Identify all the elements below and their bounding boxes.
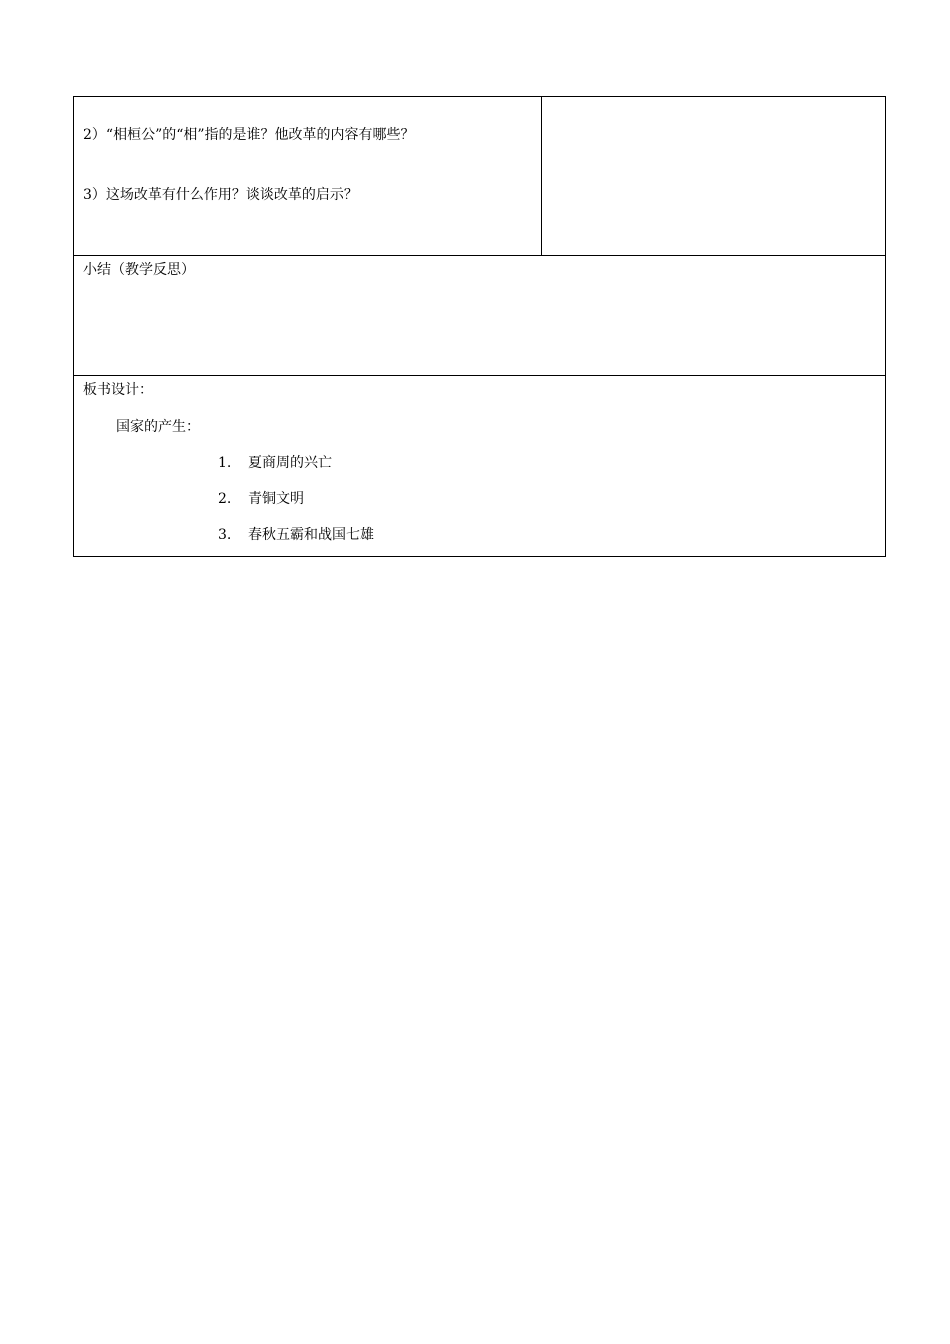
board-design-cell [74, 376, 886, 557]
list-text: 夏商周的兴亡 [248, 455, 332, 471]
question-2: 2）“相桓公”的“相”指的是谁？他改革的内容有哪些？ [83, 127, 415, 143]
list-text: 青铜文明 [248, 491, 304, 507]
summary-label: 小结（教学反思） [83, 262, 195, 278]
questions-row [74, 97, 886, 256]
list-item [74, 490, 885, 508]
list-text: 春秋五霸和战国七雄 [248, 527, 374, 543]
summary-row [74, 256, 886, 376]
board-heading: 国家的产生： [116, 419, 200, 435]
board-list [74, 454, 885, 544]
list-item [74, 526, 885, 544]
lesson-plan-table [73, 96, 886, 557]
empty-notes-cell [542, 97, 886, 256]
questions-cell [74, 97, 542, 256]
board-design-label: 板书设计： [83, 382, 153, 398]
question-3: 3）这场改革有什么作用？谈谈改革的启示？ [83, 187, 358, 203]
list-item [74, 454, 885, 472]
list-number: 1. [218, 455, 232, 471]
list-number: 3. [218, 527, 232, 543]
summary-cell [74, 256, 886, 376]
board-design-row [74, 376, 886, 557]
list-number: 2. [218, 491, 232, 507]
